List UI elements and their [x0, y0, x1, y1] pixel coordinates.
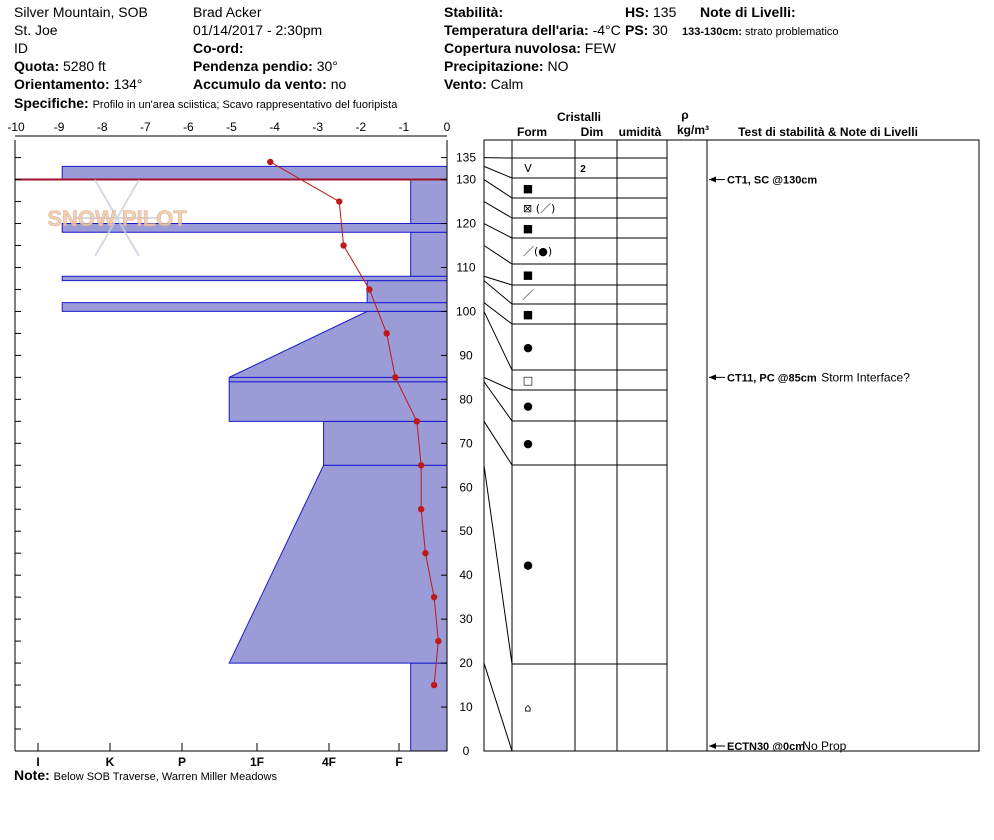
wind-loading-value: no [330, 76, 347, 92]
table-frame [484, 140, 979, 751]
elevation-label: Quota: [14, 58, 60, 74]
test-note: No Prop [802, 739, 847, 753]
air-temp-value: -4°C [592, 22, 621, 38]
temperature-point [392, 374, 398, 380]
table-size-header: Dim [580, 125, 604, 139]
stability-tests [709, 175, 910, 753]
height-tick-label: 130 [455, 172, 477, 187]
watermark-text: SNOW PILOT [47, 206, 187, 231]
height-tick-label: 135 [455, 150, 477, 165]
temp-tick-label: -9 [53, 120, 65, 134]
height-tick-label: 120 [455, 216, 477, 231]
temperature-point [336, 198, 342, 204]
temp-tick-label: 0 [443, 120, 451, 134]
height-tick-label: 90 [459, 348, 473, 363]
layer-form: □ [522, 374, 534, 387]
temperature-point [383, 330, 389, 336]
layer-form: ⊠ (／) [523, 202, 556, 215]
hardness-tick-label: 4F [321, 755, 337, 769]
layer-size: 2 [580, 164, 586, 175]
location: Silver Mountain, SOB [14, 4, 148, 20]
temp-tick-label: -8 [96, 120, 108, 134]
hardness-layer [411, 180, 447, 224]
layer-form: ● [523, 437, 533, 450]
layer-form: ● [523, 399, 533, 413]
elevation-value: 5280 ft [63, 58, 106, 74]
temp-tick-label: -2 [355, 120, 367, 134]
height-tick-label: 40 [459, 568, 473, 583]
precip-value: NO [547, 58, 569, 74]
hardness-tick-label: P [177, 755, 187, 769]
aspect-value: 134° [113, 76, 143, 92]
height-tick-label: 20 [459, 656, 473, 671]
test-result: CT11, PC @85cm [727, 372, 817, 385]
temp-tick-label: -7 [139, 120, 151, 134]
hardness-profile [15, 158, 447, 751]
hardness-layer [62, 303, 447, 312]
height-tick-label: 30 [459, 612, 473, 627]
hardness-layer [411, 232, 447, 276]
region: St. Joe [14, 22, 58, 38]
table-tests-header: Test di stabilità & Note di Livelli [738, 125, 918, 139]
hardness-tick-label: K [105, 755, 115, 769]
height-tick-label: 50 [459, 524, 473, 539]
hardness-layer [229, 311, 447, 377]
layer-form: V [524, 162, 532, 175]
observer: Brad Acker [193, 4, 262, 20]
temperature-point [422, 550, 428, 556]
wind-label: Vento: [444, 76, 487, 92]
aspect-label: Orientamento: [14, 76, 110, 92]
layer-form: ■ [522, 222, 534, 235]
temp-tick-label: -10 [7, 120, 25, 134]
specifics-label: Specifiche: [14, 95, 89, 111]
height-tick-label: 0 [462, 744, 470, 758]
height-tick-label: 80 [459, 392, 473, 407]
layer-form: ● [523, 558, 533, 572]
hardness-layer [367, 281, 447, 303]
footer-note-value: Below SOB Traverse, Warren Miller Meadows [53, 771, 277, 783]
temperature-point [418, 506, 424, 512]
temperature-point [435, 638, 441, 644]
temperature-point [431, 682, 437, 688]
hardness-tick-label: 1F [249, 755, 265, 769]
layer-notes-label: Note di Livelli: [700, 4, 796, 20]
hardness-tick-label: I [36, 755, 40, 769]
temperature-point [414, 418, 420, 424]
precip-label: Precipitazione: [444, 58, 544, 74]
test-arrow-head [709, 177, 716, 183]
temperature-point [431, 594, 437, 600]
ps-value: 30 [652, 22, 668, 38]
hardness-tick-label: F [395, 755, 403, 769]
table-moisture-header: umidità [618, 125, 662, 139]
test-arrow-head [709, 374, 716, 380]
hardness-layer [229, 465, 447, 663]
temperature-point [267, 159, 273, 165]
air-temp-label: Temperatura dell'aria: [444, 22, 589, 38]
temp-tick-label: -3 [312, 120, 324, 134]
temp-tick-label: -4 [269, 120, 280, 134]
test-arrow-head [709, 743, 716, 749]
specifics-value: Profilo in un'area sciistica; Scavo rappresentativo del fuoripista [92, 99, 398, 111]
temperature-point [340, 242, 346, 248]
wind-value: Calm [490, 76, 524, 92]
coord-label: Co-ord: [193, 40, 244, 56]
layer-note-range: 133-130cm: [682, 26, 742, 38]
hardness-layer [62, 166, 447, 179]
state: ID [14, 40, 28, 56]
test-result: ECTN30 @0cm [727, 741, 805, 753]
height-tick-label: 100 [455, 304, 477, 319]
temp-tick-label: -6 [183, 120, 194, 134]
slope-label: Pendenza pendio: [193, 58, 313, 74]
height-tick-label: 10 [459, 700, 473, 715]
datetime: 01/14/2017 - 2:30pm [193, 22, 323, 38]
temp-tick-label: -5 [226, 120, 237, 134]
stability-label: Stabilità: [444, 4, 504, 20]
hs-value: 135 [653, 4, 677, 20]
snowpilot-watermark [47, 180, 187, 256]
height-tick-label: 110 [456, 260, 476, 275]
footer-note-label: Note: [14, 767, 50, 783]
table-density-header: kg/m³ [676, 123, 710, 137]
cloud-label: Copertura nuvolosa: [444, 40, 581, 56]
temperature-point [366, 286, 372, 292]
layer-form: ／(●) [523, 245, 553, 258]
temp-tick-label: -1 [398, 120, 410, 134]
temperature-point [418, 462, 424, 468]
layer-form: ／ [522, 288, 534, 302]
layer-table [484, 108, 979, 751]
hardness-layer [229, 377, 447, 381]
layer-form: ■ [522, 308, 534, 321]
table-crystals-header: Cristalli [556, 110, 602, 124]
height-tick-label: 60 [459, 480, 473, 495]
table-rho-header: ρ [681, 108, 689, 122]
layer-form: ⌂ [524, 701, 532, 715]
layer-form: ● [523, 341, 533, 354]
layer-form: ■ [522, 268, 534, 282]
layer-note-text: strato problematico [745, 26, 839, 38]
cloud-value: FEW [584, 40, 616, 56]
layer-form: ■ [522, 182, 534, 195]
ps-label: PS: [625, 22, 649, 38]
height-tick-label: 70 [459, 436, 473, 451]
table-form-header: Form [517, 125, 547, 139]
slope-value: 30° [316, 58, 338, 74]
hardness-layer [62, 276, 447, 280]
wind-loading-label: Accumulo da vento: [193, 76, 327, 92]
hardness-layer [324, 421, 447, 465]
hs-label: HS: [625, 4, 650, 20]
test-result: CT1, SC @130cm [727, 174, 818, 187]
test-note: Storm Interface? [821, 370, 910, 385]
